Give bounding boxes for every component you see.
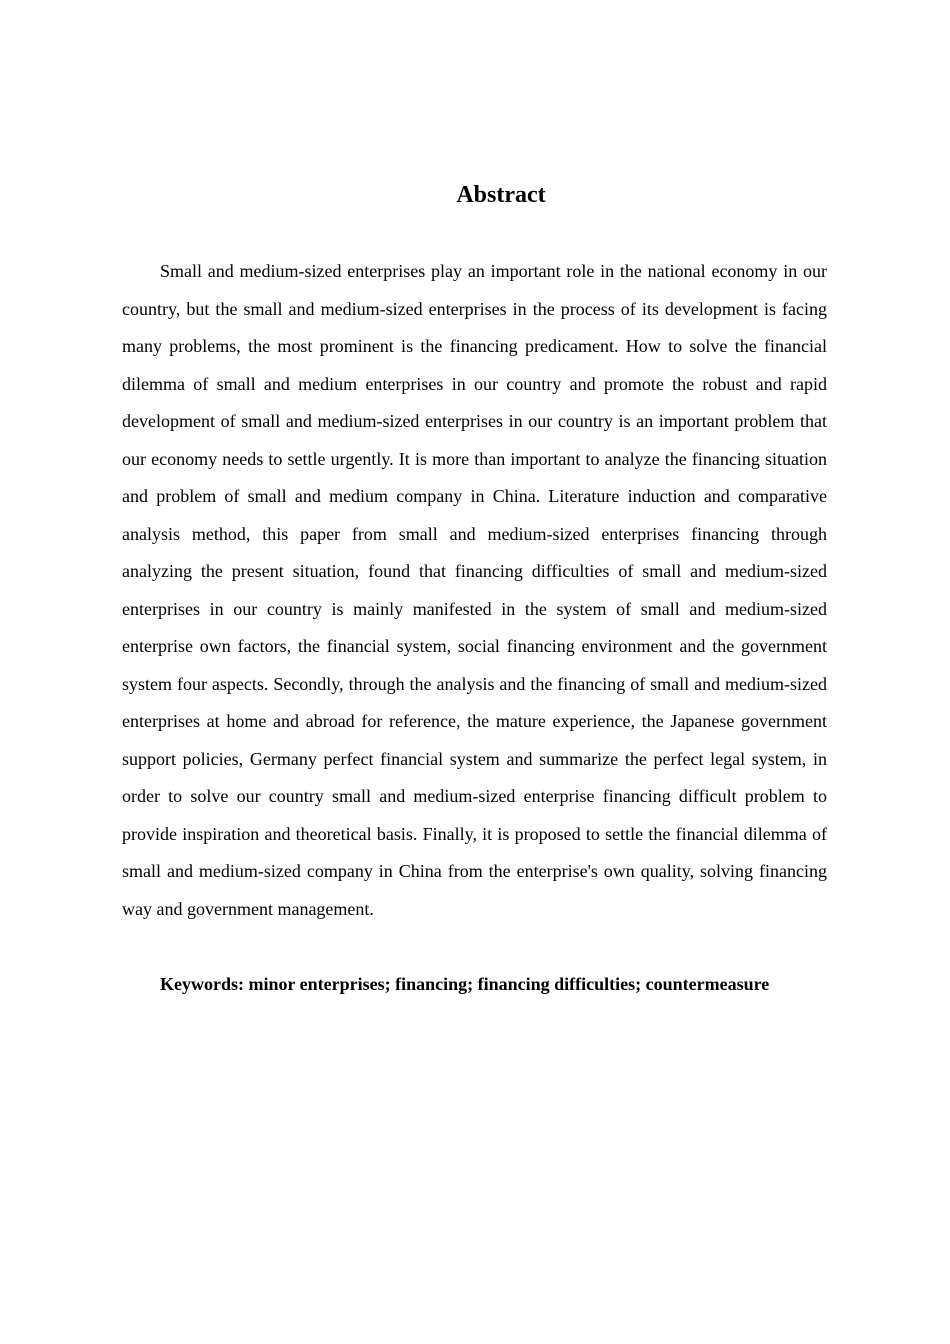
keywords-line: Keywords: minor enterprises; financing; financing difficulties; countermeasure <box>160 974 770 994</box>
page-title: Abstract <box>456 182 546 208</box>
abstract-paragraph: Small and medium-sized enterprises play an important role in the national economy in our country, but the small and medium-sized enterprises in the process of its development is facing many problems, the most prominent is the financing predicament. How to solve the financial dilemma of small and medium enterprises in our country and promote the robust and rapid development of small and medium-sized enterprises in our country is an important problem that our economy needs to settle urgently. It is more than important to analyze the financing situation and problem of small and medium company in China. Literature induction and comparative analysis method, this paper from small and medium-sized enterprises financing through analyzing the present situation, found that financing difficulties of small and medium-sized enterprises in our country is mainly manifested in the system of small and medium-sized enterprise own factors, the financial system, social financing environment and the government system four aspects. Secondly, through the analysis and the financing of small and medium-sized enterprises at home and abroad for reference, the mature experience, the Japanese government support policies, Germany perfect financial system and summarize the perfect legal system, in order to solve our country small and medium-sized enterprise financing difficult problem to provide inspiration and theoretical basis. Finally, it is proposed to settle the financial dilemma of small and medium-sized company in China from the enterprise's own quality, solving financing way and government management. <box>122 261 827 919</box>
